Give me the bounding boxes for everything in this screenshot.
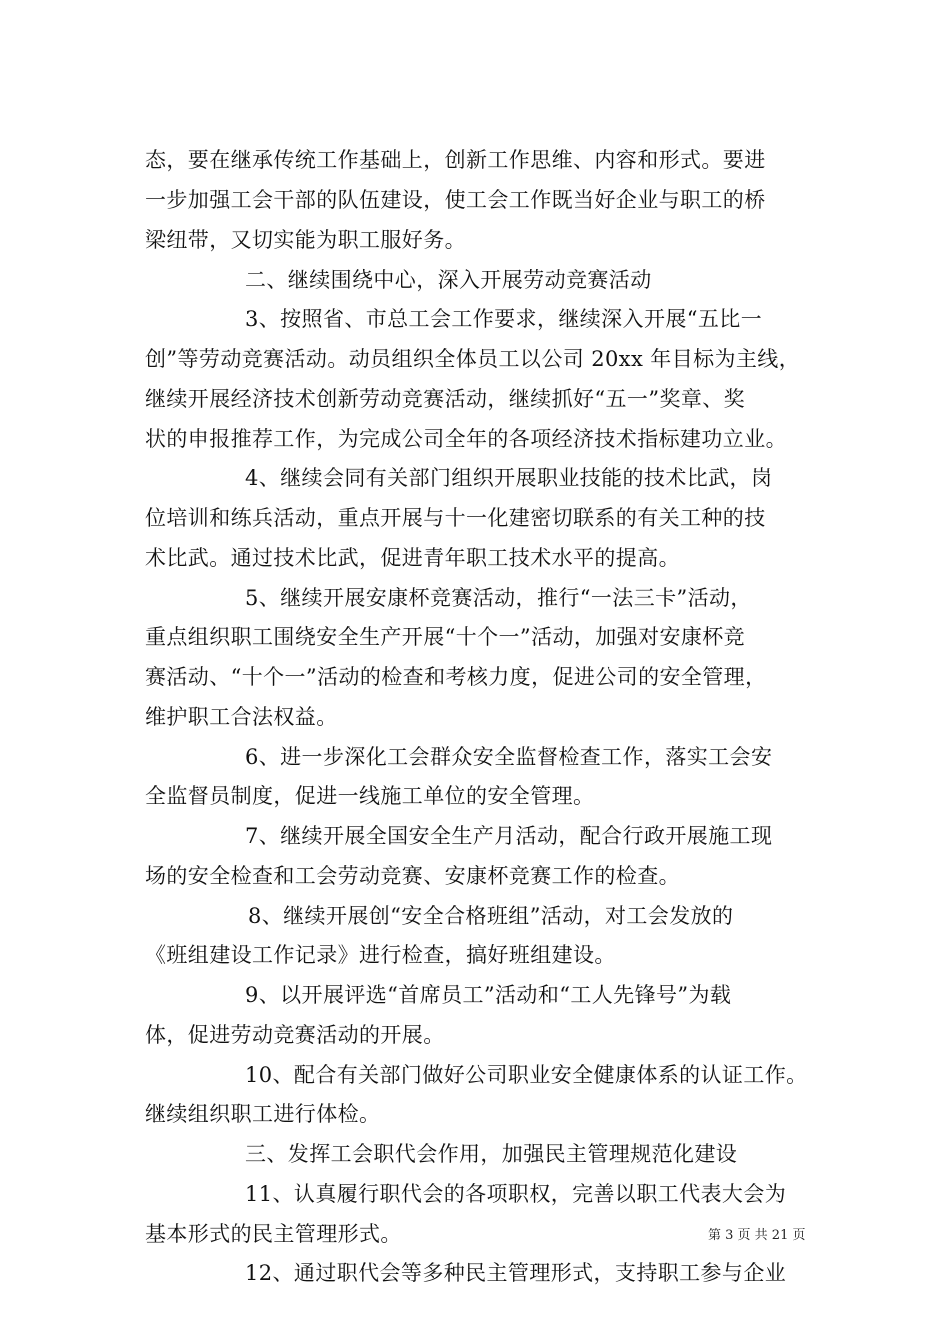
text-line: 状的申报推荐工作，为完成公司全年的各项经济技术指标建功立业。 [145,427,787,451]
text-line: 体，促进劳动竞赛活动的开展。 [145,1023,445,1047]
paragraph-first-line: 6、进一步深化工会群众安全监督检查工作，落实工会安 [245,745,773,769]
text-line: 赛活动、“十个一”活动的检查和考核力度，促进公司的安全管理， [145,665,767,689]
text-line: 继续组织职工进行体检。 [145,1102,381,1126]
text-line: 维护职工合法权益。 [145,705,338,729]
text-line: 位培训和练兵活动，重点开展与十一化建密切联系的有关工种的技 [145,506,766,530]
paragraph-first-line: 9、以开展评选“首席员工”活动和“工人先锋号”为载 [245,983,732,1007]
paragraph-first-line: 8、继续开展创“安全合格班组”活动，对工会发放的 [248,904,734,928]
text-line: 创”等劳动竞赛活动。动员组织全体员工以公司 20xx 年目标为主线， [145,347,801,371]
section-heading: 二、继续围绕中心，深入开展劳动竞赛活动 [245,268,652,292]
text-line: 场的安全检查和工会劳动竞赛、安康杯竞赛工作的检查。 [145,864,680,888]
paragraph-first-line: 12、通过职代会等多种民主管理形式，支持职工参与企业 [245,1261,787,1285]
text-line: 全监督员制度，促进一线施工单位的安全管理。 [145,784,595,808]
text-line: 继续开展经济技术创新劳动竞赛活动，继续抓好“五一”奖章、奖 [145,387,746,411]
paragraph-first-line: 10、配合有关部门做好公司职业安全健康体系的认证工作。 [245,1063,808,1087]
text-line: 术比武。通过技术比武，促进青年职工技术水平的提高。 [145,546,680,570]
paragraph-first-line: 7、继续开展全国安全生产月活动，配合行政开展施工现 [245,824,773,848]
text-line: 《班组建设工作记录》进行检查，搞好班组建设。 [145,943,616,967]
text-line: 重点组织职工围绕安全生产开展“十个一”活动，加强对安康杯竞 [145,625,746,649]
paragraph-first-line: 3、按照省、市总工会工作要求，继续深入开展“五比一 [245,307,763,331]
text-line: 梁纽带，又切实能为职工服好务。 [145,228,466,252]
paragraph-first-line: 11、认真履行职代会的各项职权，完善以职工代表大会为 [245,1182,787,1206]
page-number: 第 3 页 共 21 页 [708,1228,806,1243]
text-line: 态，要在继承传统工作基础上，创新工作思维、内容和形式。要进 [145,148,766,172]
section-heading: 三、发挥工会职代会作用，加强民主管理规范化建设 [245,1142,738,1166]
text-line: 一步加强工会干部的队伍建设，使工会工作既当好企业与职工的桥 [145,188,766,212]
paragraph-first-line: 5、继续开展安康杯竞赛活动，推行“一法三卡”活动， [245,586,752,610]
text-line: 基本形式的民主管理形式。 [145,1222,402,1246]
paragraph-first-line: 4、继续会同有关部门组织开展职业技能的技术比武，岗 [245,466,773,490]
